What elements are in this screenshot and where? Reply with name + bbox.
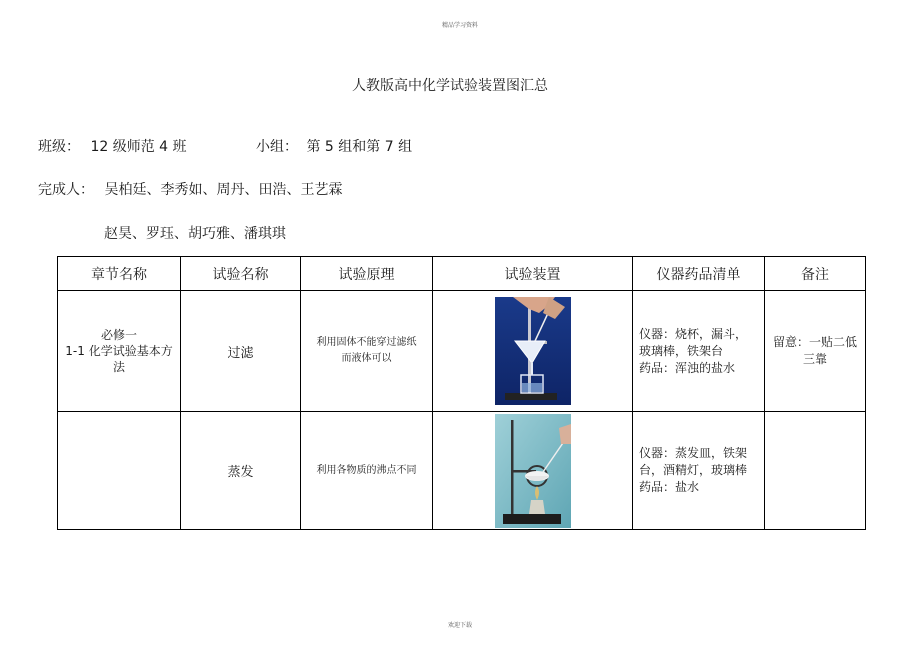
members-line-2: 赵昊、罗珏、胡巧雅、潘琪琪 [104,226,286,242]
note-cell [765,291,866,412]
experiment-table [57,256,866,530]
principle-cell [301,291,433,412]
page-title: 人教版高中化学试验装置图汇总 [352,78,548,94]
group-line [256,136,412,156]
principle-text: 利用各物质的沸点不同 [316,464,417,476]
exp-name-cell: 蒸发 [181,412,301,530]
equipment-text: 仪器：烧杯，漏斗， [639,326,748,341]
chapter-text: 必修一 [100,328,137,342]
completed-line [38,179,342,199]
table-row [58,412,866,530]
class-value: 12 级师范 4 班 [90,139,187,155]
members-line-1: 吴柏廷、李秀如、周丹、田浩、王艺霖 [104,182,343,198]
apparatus-cell [433,291,633,412]
equipment-text: 台，酒精灯，玻璃棒 [639,463,748,477]
filtration-apparatus-image [495,297,571,405]
chapter-cell [58,291,181,412]
equipment-cell [633,291,765,412]
equipment-text: 玻璃棒，铁架台 [639,343,724,358]
principle-text: 而液体可以 [341,353,392,364]
equipment-text: 仪器：蒸发皿，铁架 [639,446,748,460]
header-exp-name: 试验名称 [181,257,301,291]
note-cell [765,412,866,530]
table-header-row [58,257,866,291]
class-line [38,136,187,156]
page-footer: 欢迎下载 [447,622,472,629]
page-header: 精品学习资料 [441,22,478,29]
group-label: 小组： [256,139,298,155]
equipment-cell [633,412,765,530]
header-apparatus: 试验装置 [433,257,633,291]
note-text: 留意：一贴二低 [772,335,857,349]
apparatus-cell [433,412,633,530]
header-principle: 试验原理 [301,257,433,291]
header-chapter: 章节名称 [58,257,181,291]
chapter-text: 1-1 化学试验基本方 [65,344,173,358]
completed-label: 完成人： [38,182,94,198]
header-notes: 备注 [765,257,866,291]
header-equipment-list: 仪器药品清单 [633,257,765,291]
principle-text: 利用固体不能穿过滤纸 [316,337,417,348]
exp-name-cell: 过滤 [181,291,301,412]
note-text: 三靠 [802,352,827,366]
table-row [58,291,866,412]
equipment-text: 药品：浑浊的盐水 [639,360,736,375]
equipment-text: 药品：盐水 [639,480,700,494]
principle-cell [301,412,433,530]
class-label: 班级： [38,139,80,155]
group-value: 第 5 组和第 7 组 [306,139,413,155]
chapter-text: 法 [112,360,125,374]
evaporation-apparatus-image [495,414,571,528]
chapter-cell [58,412,181,530]
